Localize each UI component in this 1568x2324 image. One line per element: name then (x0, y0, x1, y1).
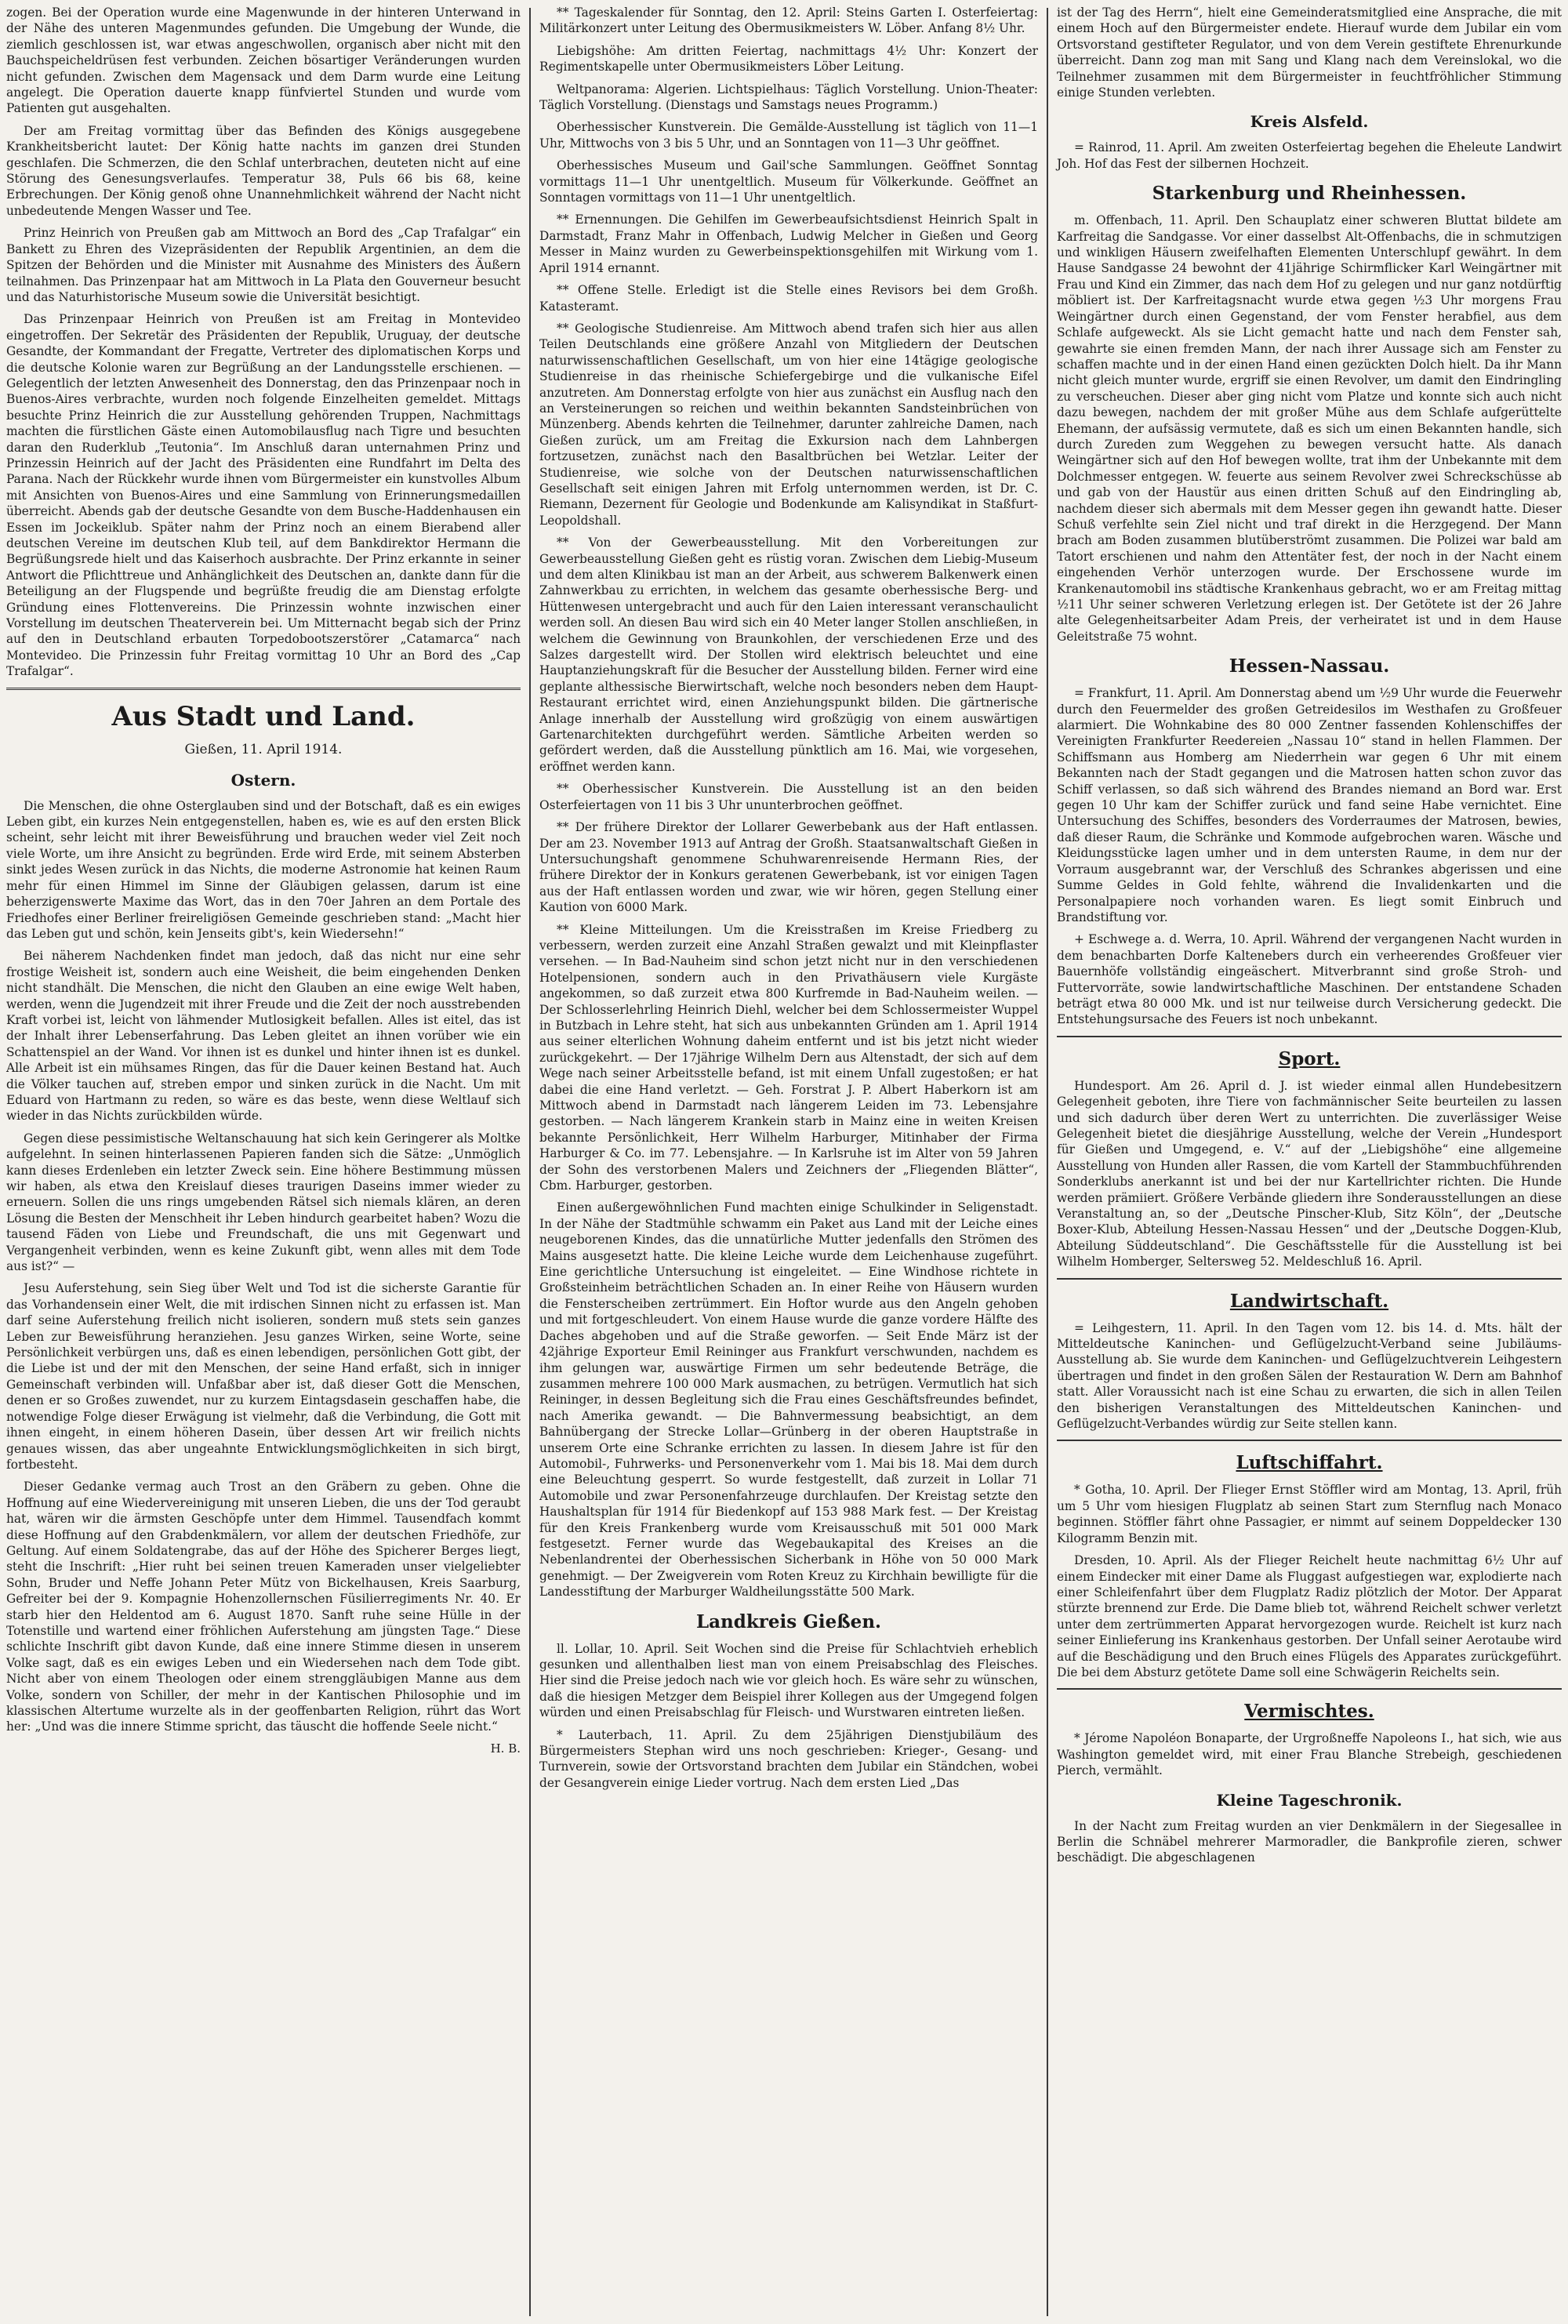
article-paragraph: ** Offene Stelle. Erledigt ist die Stelle eines Revisors bei dem Großh. Katasteramt. (539, 283, 1038, 314)
article-paragraph: = Leihgestern, 11. April. In den Tagen vom 12. bis 14. d. Mts. hält der Mitteldeutsche Kaninchen- und Geflügelzucht-Verband seine Jubiläums-Ausstellung ab. Sie wurde dem Kaninchen- und Geflügelzuchtverein Leihgestern übertragen und findet in den großen Sälen der Restauration W. Dern am Bahnhof statt. Aller Voraussicht nach ist eine Schau zu erwarten, die sich in allen Teilen den bisherigen Veranstaltungen des Mitteldeutschen Kaninchen- und Geflügelzucht-Verbandes würdig zur Seite stellen kann. (1057, 1320, 1562, 1432)
column-middle (533, 0, 1044, 2324)
article-paragraph: Der am Freitag vormittag über das Befinden des Königs ausgegebene Krankheitsbericht lautet: Der König hatte nachts im ganzen drei Stunden geschlafen. Die Schmerzen, die den Schlaf unterbrachen, deuteten nicht auf eine Störung des Genesungsverlaufes. Temperatur 38, Puls 66 bis 68, keine Erbrechungen. Der König genoß ohne Unannehmlichkeit während der Nacht nicht unbedeutende Mengen Wasser und Tee. (6, 123, 521, 218)
article-heading: Kleine Tageschronik. (1216, 1790, 1403, 1810)
article-paragraph: ll. Lollar, 10. April. Seit Wochen sind die Preise für Schlachtvieh erheblich gesunken und allenthalben liest man von einem Preisabschlag des Fleisches. Hier sind die Preise jedoch nach wie vor gleich hoch. Es wäre sehr zu wünschen, daß die hiesigen Metzger dem Beispiel ihrer Kollegen aus der Umgegend folgen würden und einen Preisabschlag für Fleisch- und Wurstwaren eintreten ließen. (539, 1641, 1038, 1720)
article-paragraph: Liebigshöhe: Am dritten Feiertag, nachmittags 4½ Uhr: Konzert der Regimentskapelle unter Obermusikmeisters Löber Leitung. (539, 43, 1038, 74)
article-paragraph: = Frankfurt, 11. April. Am Donnerstag abend um ½9 Uhr wurde die Feuerwehr durch den Feuermelder des großen Getreidesilos im Westhafen zu Großfeuer alarmiert. Die Wohnkabine des 80 000 Zentner fassenden Kohlenschiffes der Vereinigten Frankfurter Reedereien „Nassau 10“ stand in hellen Flammen. Der Schiffsmann aus Homberg am Niederrhein war gegen 6 Uhr mit einem Bekannten nach der Stadt gegangen und die Matrosen hatten schon zuvor das Schiff verlassen, so daß sich während des Brandes niemand an Bord war. Erst gegen 10 Uhr kam der Schiffer zurück und fand seine Habe vernichtet. Eine Untersuchung des Schiffes, besonders des Vorderraumes der Matrosen, bewies, daß dieser Raum, die Schränke und Kommode aufgebrochen waren. Wäsche und Kleidungsstücke lagen umher und in dem untersten Raume, in dem nur der Vorraum ausgebrannt war, der Verschluß des Schrankes abgerissen und eine Summe Geldes in Gold fehlte, während die Invalidenkarten und die Personalpapiere noch vorhanden waren. Es liegt somit Einbruch und Brandstiftung vor. (1057, 686, 1562, 924)
article-paragraph: Bei näherem Nachdenken findet man jedoch, daß das nicht nur eine sehr frostige Weisheit ist, sondern auch eine Weisheit, die beim eingehenden Denken nicht standhält. Die Menschen, die nicht den Glauben an eine ewige Welt haben, werden, wenn die Jugendzeit mit ihrer Freude und die Zeit der noch ausstrebenden Kraft vorbei ist, leicht von lähmender Mutlosigkeit befallen. Alles ist eitel, das ist der Inhalt ihrer Lebenserfahrung. Das Leben gleitet an ihnen vorüber wie ein Schattenspiel an der Wand. Vor ihnen ist es dunkel und hinter ihnen ist es dunkel. Alle Arbeit ist ein mühsames Ringen, das für die Dauer keinen Bestand hat. Auch die Völker tauchen auf, streben empor und sinken zurück in die Nacht. Um mit Eduard von Hartmann zu reden, so wäre es das beste, wenn diese Weltlauf sich wieder in das Nichts zurückbilden würde. (6, 949, 521, 1124)
section-divider (1057, 1036, 1562, 1037)
article-paragraph: ** Oberhessischer Kunstverein. Die Ausstellung ist an den beiden Osterfeiertagen von 11 bis 3 Uhr ununterbrochen geöffnet. (539, 782, 1038, 812)
article-paragraph: Weltpanorama: Algerien. Lichtspielhaus: Täglich Vorstellung. Union-Theater: Täglich Vorstellung. (Dienstags und Samstags neues Programm.) (539, 82, 1038, 113)
article-paragraph: Jesu Auferstehung, sein Sieg über Welt und Tod ist die sicherste Garantie für das Vorhandensein einer Welt, die mit irdischen Sinnen nicht zu erfassen ist. Man darf seine Auferstehung freilich nicht isolieren, sondern muß stets sein ganzes Leben zur Beweisführung heranziehen. Jesu ganzes Wirken, seine Worte, seine Persönlichkeit verbürgen uns, daß es einen lebendigen, persönlichen Gott gibt, der die Liebe ist und der mit den Menschen, der seine Hand erfaßt, sich in inniger Gemeinschaft verbinden will. Unfaßbar aber ist, daß dieser Gott die Menschen, denen er so Großes zuwendet, nur zu kurzem Eintagsdasein geschaffen habe, die notwendige Folge dieser Erwägung ist vielmehr, daß die Verbindung, die Gott mit ihnen eingeht, in einem höheren Dasein, über dessen Art wir freilich nichts genaues wissen, das aber ungeahnte Entwicklungsmöglichkeiten in sich birgt, fortbesteht. (6, 1281, 521, 1472)
section-divider (1057, 1688, 1562, 1690)
section-heading: Starkenburg und Rheinhessen. (1152, 183, 1467, 205)
article-paragraph: Die Menschen, die ohne Osterglauben sind und der Botschaft, daß es ein ewiges Leben gibt, ein kurzes Nein entgegenstellen, haben es, wie es auf den ersten Blick scheint, sehr leicht mit ihrer Beweisführung und brauchen weder viel Zeit noch viele Worte, um ihre Ansicht zu begründen. Erde wird Erde, mit seinem Absterben sinkt jedes Wesen zurück in das Nichts, die moderne Astronomie hat keinen Raum mehr für einen Himmel im Sinne der Gläubigen gelassen, darum ist eine beherzigenswerte Maxime das Wort, das in den 70er Jahren an dem Portale des Friedhofes einer Berliner freireligiösen Gemeinde geschrieben stand: „Macht hier das Leben gut und schön, kein Jenseits gibt's, kein Wiedersehn!“ (6, 798, 521, 941)
section-heading: Aus Stadt und Land. (111, 700, 416, 732)
article-paragraph: * Lauterbach, 11. April. Zu dem 25jährigen Dienstjubiläum des Bürgermeisters Stephan wird uns noch geschrieben: Krieger-, Gesang- und Turnverein, sowie der Ortsvorstand brachten dem Jubilar ein Ständchen, wobei der Gesangverein einige Lieder vortrug. Nach dem ersten Lied „Das (539, 1727, 1038, 1790)
article-paragraph: Das Prinzenpaar Heinrich von Preußen ist am Freitag in Montevideo eingetroffen. Der Sekretär des Präsidenten der Republik, Uruguay, der deutsche Gesandte, der Kommandant der Fregatte, Vertreter des diplomatischen Korps und die deutsche Kolonie waren zur Begrüßung an der Landungsstelle erschienen. — Gelegentlich der letzten Anwesenheit des Donnerstag, den das Prinzenpaar noch in Buenos-Aires verbrachte, wurden noch folgende Einzelheiten gemeldet. Mittags besuchte Prinz Heinrich die zur Ausstellung gehörenden Truppen, Nachmittags machten die fürstlichen Gäste einen Automobilausflug nach Tigre und besuchten daran den Ruderklub „Teutonia“. Im Anschluß daran unternahmen Prinz und Prinzessin Heinrich auf der Jacht des Präsidenten eine Rundfahrt im Delta des Parana. Nach der Rückkehr wurde ihnen vom Bürgermeister ein kunstvolles Album mit Ansichten von Buenos-Aires und eine Sammlung von Erinnerungsmedaillen überreicht. Abends gab der deutsche Gesandte von dem Busche-Haddenhausen ein Essen im Jockeiklub. Später nahm der Prinz noch an einem Bierabend aller deutschen Vereine im deutschen Klub teil, auf dem Bankdirektor Hermann die Begrüßungsrede hielt und das Kaiserhoch ausbrachte. Der Prinz erkannte in seiner Antwort die Pflichttreue und Anhänglichkeit des Deutschen an, dankte dann für die Beteiligung an der Flugspende und begrüßte freudig die am Dienstag erfolgte Gründung eines Flottenvereins. Die Prinzessin wohnte inzwischen einer Vorstellung im deutschen Theaterverein bei. Um Mitternacht begab sich der Prinz auf den in Deutschland erbauten Torpedobootszerstörer „Catamarca“ nach Montevideo. Die Prinzessin fuhr Freitag vormittag 10 Uhr an Bord des „Cap Trafalgar“. (6, 312, 521, 679)
article-paragraph: * Jérome Napoléon Bonaparte, der Urgroßneffe Napoleons I., hat sich, wie aus Washington gemeldet wird, mit einer Frau Blanche Strebeigh, geschiedenen Pierch, vermählt. (1057, 1731, 1562, 1778)
column-rule (529, 8, 531, 2316)
section-divider (6, 688, 521, 690)
article-paragraph: In der Nacht zum Freitag wurden an vier Denkmälern in der Siegesallee in Berlin die Schnäbel mehrerer Marmoradler, die Bankprofile zieren, schwer beschädigt. Die abgeschlagenen (1057, 1818, 1562, 1865)
article-paragraph: zogen. Bei der Operation wurde eine Magenwunde in der hinteren Unterwand in der Nähe des unteren Magenmundes gefunden. Die Umgebung der Wunde, die ziemlich geschlossen ist, war etwas angeschwollen, organisch aber nicht mit den Bauchspeicheldrüsen fest verbunden. Zeichen bösartiger Veränderungen wurden nicht gefunden. Zwischen dem Magensack und dem Darm wurde eine Leitung angelegt. Die Operation dauerte knapp fünfviertel Stunden und wurde vom Patienten gut ausgehalten. (6, 5, 521, 116)
column-right (1051, 0, 1568, 2324)
section-heading: Kreis Alsfeld. (1250, 112, 1369, 132)
section-divider (1057, 1278, 1562, 1280)
section-heading: Sport. (1278, 1048, 1341, 1069)
column-left (0, 0, 527, 2324)
section-heading: Hessen-Nassau. (1229, 655, 1390, 677)
article-paragraph: = Rainrod, 11. April. Am zweiten Osterfeiertag begehen die Eheleute Landwirt Joh. Hof das Fest der silbernen Hochzeit. (1057, 140, 1562, 171)
section-heading: Vermischtes. (1244, 1701, 1374, 1723)
section-heading: Luftschiffahrt. (1236, 1452, 1383, 1474)
column-rule (1047, 8, 1048, 2316)
article-paragraph: Hundesport. Am 26. April d. J. ist wieder einmal allen Hundebesitzern Gelegenheit geboten, ihre Tiere von fachmännischer Seite beurteilen zu lassen und sich dadurch über deren Wert zu unterrichten. Die zuverlässiger Weise Gelegenheit bietet die diesjährige Ausstellung, welche der Verein „Hundesport für Gießen und Umgegend, e. V.“ auf der „Liebigshöhe“ eine allgemeine Ausstellung von Hunden aller Rassen, die vom Kartell der Stammbuchführenden Sonderklubs anerkannt ist und bei der nur Kartellrichter richten. Die Hunde werden prämiiert. Größere Verbände gliedern ihre Sonderausstellungen an diese Veranstaltung an, so der „Deutsche Pinscher-Klub, Sitz Köln“, der „Deutsche Boxer-Klub, Abteilung Hessen-Nassau Hessen“ und der „Deutsche Doggen-Klub, Abteilung Süddeutschland“. Die Geschäftsstelle für die Ausstellung ist bei Wilhelm Homberger, Seltersweg 52. Meldeschluß 16. April. (1057, 1078, 1562, 1269)
article-paragraph: ** Kleine Mitteilungen. Um die Kreisstraßen im Kreise Friedberg zu verbessern, werden zurzeit eine Anzahl Straßen gewalzt und mit Kleinpflaster versehen. — In Bad-Nauheim sind schon jetzt nicht nur in den verschiedenen Hotelpensionen, sondern auch in den Privathäusern viele Kurgäste angekommen, so daß zurzeit etwa 800 Kurfremde in Bad-Nauheim weilen. — Der Schlosserlehrling Heinrich Diehl, welcher bei dem Schlossermeister Wuppel in Butzbach in Lehre steht, hat sich aus unbekannten Gründen am 1. April 1914 aus seiner elterlichen Wohnung daheim entfernt und ist bis jetzt nicht wieder zurückgekehrt. — Der 17jährige Wilhelm Dern aus Altenstadt, der sich auf dem Wege nach seiner Arbeitsstelle befand, ist mit einem Unfall zugestoßen; er hat dabei die eine Hand verletzt. — Geh. Forstrat J. P. Albert Haberkorn ist am Mittwoch abend in Darmstadt nach längerem Leiden im 73. Lebensjahre gestorben. — Nach längerem Krankein starb in Mainz eine in weiten Kreisen bekannte Persönlichkeit, Herr Wilhelm Harburger, Mitinhaber der Firma Harburger & Co. im 77. Lebensjahre. — In Karlsruhe ist im Alter von 59 Jahren der Sohn des verstorbenen Malers und Zeichners der „Fliegenden Blätter“, Cbm. Harburger, gestorben. (539, 922, 1038, 1193)
article-paragraph: ** Tageskalender für Sonntag, den 12. April: Steins Garten I. Osterfeiertag: Militärkonzert unter Leitung des Obermusikmeisters W. Löber. Anfang 8½ Uhr. (539, 5, 1038, 36)
article-paragraph: ist der Tag des Herrn“, hielt eine Gemeinderatsmitglied eine Ansprache, die mit einem Hoch auf den Bürgermeister endete. Hierauf wurde dem Jubilar ein vom Ortsvorstand gestifteter Regulator, und von dem Verein gestiftete Ehrenurkunde überreicht. Dann zog man mit Sang und Klang nach dem Vereinslokal, wo die Teilnehmer zusammen mit dem Bürgermeister in feuchtfröhlicher Stimmung einige Stunden verlebten. (1057, 5, 1562, 100)
article-paragraph: Dieser Gedanke vermag auch Trost an den Gräbern zu geben. Ohne die Hoffnung auf eine Wiedervereinigung mit unseren Lieben, die uns der Tod geraubt hat, wären wir die ärmsten Geschöpfe unter dem Himmel. Tausendfach kommt diese Hoffnung auf den Grabdenkmälern, vor allem der deutschen Friedhöfe, zur Geltung. Auf einem Soldatengrabe, das auf der Höhe des Spicherer Berges liegt, steht die Inschrift: „Hier ruht bei seinen treuen Kameraden unser vielgeliebter Sohn, Bruder und Neffe Johann Peter Mütz von Bickelhausen, Kreis Saarburg, Gefreiter bei der 9. Kompagnie Hohenzollernschen Füsilierregiments Nr. 40. Er starb hier den Heldentod am 6. August 1870. Sanft ruhe seine Hülle in der Totenstille und wartend einer fröhlichen Auferstehung am jüngsten Tage.“ Diese schlichte Inschrift gibt davon Kunde, daß eine innere Stimme diesen in unserem Volke sagt, daß es ein ewiges Leben und ein Wiedersehen nach dem Tode gibt. Nicht aber von einem Theologen oder einem strenggläubigen Manne aus dem Volke, sondern von Schiller, der mehr in der Kantischen Philosophie und im klassischen Altertume wurzelte als in der geoffenbarten Religion, rührt das Wort her: „Und was die innere Stimme spricht, das täuscht die hoffende Seele nicht.“ (6, 1480, 521, 1734)
article-paragraph: ** Geologische Studienreise. Am Mittwoch abend trafen sich hier aus allen Teilen Deutschlands eine größere Anzahl von Mitgliedern der Deutschen naturwissenschaftlichen Gesellschaft, um von hier eine 14tägige geologische Studienreise in das rheinische Schiefergebirge und die vulkanische Eifel anzutreten. Am Donnerstag erfolgte von hier aus zunächst ein Ausflug nach den an Versteinerungen so reichen und weithin bekannten Sandsteinbrüchen von Münzenberg. Abends kehrten die Teilnehmer, darunter zahlreiche Damen, nach Gießen zurück, um am Freitag die Exkursion nach dem Lahnbergen fortzusetzen, zunächst nach den Basaltbrüchen bei Wetzlar. Leiter der Studienreise, wie solche von der Deutschen naturwissenschaftlichen Gesellschaft seit einigen Jahren mit Erfolg unternommen werden, ist Dr. C. Riemann, Dezernent für Geologie und Bodenkunde am Kalisyndikat in Staßfurt-Leopoldshall. (539, 321, 1038, 528)
article-paragraph: Dresden, 10. April. Als der Flieger Reichelt heute nachmittag 6½ Uhr auf einem Eindecker mit einer Dame als Fluggast aufgestiegen war, explodierte nach einer Schleifenfahrt über dem Flugplatz Radiz plötzlich der Motor. Der Apparat stürzte brennend zur Erde. Die Dame blieb tot, während Reichelt schwer verletzt unter dem zertrümmerten Apparat hervorgezogen wurde. Reichelt ist kurz nach seiner Einlieferung ins Krankenhaus gestorben. Der Unfall seiner Aerotaube wird auf die Beschädigung und den Bruch eines Flügels des Apparates zurückgeführt. Die bei dem Absturz getötete Dame soll eine Schwägerin Reichelts sein. (1057, 1553, 1562, 1679)
article-paragraph: + Eschwege a. d. Werra, 10. April. Während der vergangenen Nacht wurden in dem benachbarten Dorfe Kaltenebers durch ein verheerendes Großfeuer vier Bauernhöfe vollständig eingeäschert. Mitverbrannt sind große Stroh- und Futtervorräte, sowie landwirtschaftliche Maschinen. Der entstandene Schaden beträgt etwa 80 000 Mk. und ist nur teilweise durch Versicherung gedeckt. Die Entstehungsursache des Feuers ist noch unbekannt. (1057, 932, 1562, 1027)
section-divider (1057, 1440, 1562, 1441)
article-paragraph: Prinz Heinrich von Preußen gab am Mittwoch an Bord des „Cap Trafalgar“ ein Bankett zu Ehren des Vizepräsidenten der Republik Argentinien, an dem die Spitzen der Behörden und die Minister mit Ausnahme des Ministers des Äußern teilnahmen. Das Prinzenpaar hat am Mittwoch in La Plata den Gouverneur besucht und das Naturhistorische Museum sowie die Universität besichtigt. (6, 226, 521, 304)
article-paragraph: ** Von der Gewerbeausstellung. Mit den Vorbereitungen zur Gewerbeausstellung Gießen geht es rüstig voran. Zwischen dem Liebig-Museum und dem alten Klinikbau ist man an der Arbeit, aus schwerem Balkenwerk einen Zahnwerkbau zu errichten, in welchem das gesamte oberhessische Berg- und Hüttenwesen untergebracht und auch für den Laien interessant veranschaulicht werden soll. An diesen Bau wird sich ein 40 Meter langer Stollen anschließen, in welchem die Gewinnung von Braunkohlen, der verschiedenen Erze und des Salzes dargestellt wird. Der Stollen wird elektrisch beleuchtet und eine Hauptanziehungskraft für die Besucher der Ausstellung bilden. Ferner wird eine geplante althessische Bierwirtschaft, welche noch besonders neben dem Haupt-Restaurant errichtet wird, einen Anziehungspunkt bilden. Die gärtnerische Anlage innerhalb der Ausstellung wird großzügig von einem auswärtigen Gartenarchitekten durchgeführt werden. Sämtliche Arbeiten werden so gefördert werden, daß die Ausstellung pünktlich am 16. Mai, wie vorgesehen, eröffnet werden kann. (539, 536, 1038, 774)
section-heading: Landkreis Gießen. (695, 1610, 882, 1632)
article-paragraph: ** Ernennungen. Die Gehilfen im Gewerbeaufsichtsdienst Heinrich Spalt in Darmstadt, Franz Mahr in Offenbach, Ludwig Melcher in Gießen und Georg Messer in Mainz wurden zu Gewerbeinspektionsgehilfen mit Wirkung vom 1. April 1914 ernannt. (539, 212, 1038, 275)
article-paragraph: Einen außergewöhnlichen Fund machten einige Schulkinder in Seligenstadt. In der Nähe der Stadtmühle schwamm ein Paket aus Land mit der Leiche eines neugeborenen Kindes, das die unnatürliche Mutter jedenfalls den Strömen des Mains ausgesetzt hatte. Die kleine Leiche wurde dem Leichenhause zugeführt. Eine gerichtliche Untersuchung ist eingeleitet. — Eine Windhose richtete in Großsteinheim beträchtlichen Schaden an. In einer Reihe von Häusern wurden die Fensterscheiben zertrümmert. Ein Hoftor wurde aus den Angeln gehoben und mit fortgeschleudert. Von einem Hause wurde die ganze vordere Hälfte des Daches abgehoben und auf die Straße geworfen. — Seit Ende März ist der 42jährige Exporteur Emil Reininger aus Frankfurt verschwunden, nachdem es ihm gelungen war, auswärtige Firmen um sehr bedeutende Beträge, die zusammen mehrere 100 000 Mark ausmachen, zu betrügen. Vermutlich hat sich Reininger, in dessen Begleitung sich die Frau eines Geschäftsfreundes befindet, nach Amerika gewandt. — Die Bahnvermessung beabsichtigt, an dem Bahnübergang der Strecke Lollar—Grünberg in der oberen Hauptstraße in unserem Orte eine Schranke errichten zu lassen. In diesem Jahre ist für den Automobil-, Fuhrwerks- und Personenverkehr vom 1. Mai bis 18. Mai dem durch eine Beleuchtung gesperrt. So wurde festgestellt, daß zurzeit in Lollar 71 Automobile und zwar Personenfahrzeuge durchlaufen. Der Kreistag setzte den Haushaltsplan für 1914 für Biedenkopf auf 153 988 Mark fest. — Der Kreistag für den Kreis Frankenberg wurde vom Kreisausschuß mit 501 000 Mark festgesetzt. Ferner wurde das Wegebaukapital des Kreises an die Nebenlandrentei der Oberhessischen Sicherbank in Höhe von 50 000 Mark genehmigt. — Der Zweigverein vom Roten Kreuz zu Kirchhain bewilligte für die Landesstiftung der Marburger Waldheilungsstätte 500 Mark. (539, 1200, 1038, 1600)
section-heading: Landwirtschaft. (1229, 1290, 1389, 1312)
article-paragraph: Oberhessischer Kunstverein. Die Gemälde-Ausstellung ist täglich von 11—1 Uhr, Mittwochs von 3 bis 5 Uhr, und an Sonntagen von 11—3 Uhr geöffnet. (539, 120, 1038, 151)
article-paragraph: Gegen diese pessimistische Weltanschauung hat sich kein Geringerer als Moltke aufgelehnt. In seinen hinterlassenen Papieren fanden sich die Sätze: „Unmöglich kann dieses Erdenleben ein letzter Zweck sein. Eine höhere Bestimmung müssen wir haben, als etwa den Kreislauf dieses traurigen Daseins immer wieder zu erneuern. Sollen die uns rings umgebenden Rätsel sich niemals klären, an deren Lösung die Besten der Menschheit ihr Leben hindurch gearbeitet haben? Wozu die tausend Fäden von Liebe und Freundschaft, die uns mit Gegenwart und Vergangenheit verbinden, wenn es keine Zukunft gibt, wenn alles mit dem Tode aus ist?“ — (6, 1131, 521, 1274)
article-paragraph: * Gotha, 10. April. Der Flieger Ernst Stöffler wird am Montag, 13. April, früh um 5 Uhr vom hiesigen Flugplatz ab seinen Start zum Sternflug nach Monaco beginnen. Stöffler fährt ohne Passagier, er nimmt auf seinem Doppeldecker 130 Kilogramm Benzin mit. (1057, 1483, 1562, 1545)
article-signature: H. B. (490, 1741, 521, 1756)
article-paragraph: m. Offenbach, 11. April. Den Schauplatz einer schweren Bluttat bildete am Karfreitag die Sandgasse. Vor einer dasselbst Alt-Offenbachs, die in schmutzigen und winkligen Häusern zweifelhaften Elementen Unterschlupf gewährt. In dem Hause Sandgasse 24 bewohnt der 41jährige Schirmflicker Karl Weingärtner mit Frau und Kind ein Zimmer, das nach dem Hof zu gelegen und nur ganz notdürftig möbliert ist. Der Karfreitagsnacht wurde etwa gegen ½3 Uhr morgens Frau Weingärtner durch einen Gegenstand, der vom Fenster herabfiel, aus dem Schlafe aufgeweckt. Als sie Licht gemacht hatte und nach dem Fenster sah, gewahrte sie einen fremden Mann, der nach ihrer Aussage sich am Fenster zu schaffen machte und in der einen Hand einen gezückten Dolch hielt. Da ihr Mann nicht gleich munter wurde, ergriff sie einen Revolver, um damit den Eindringling zu verscheuchen. Dieser aber ging nicht vom Platze und konnte sich auch nicht dazu bewegen, nachdem der mit großer Mühe aus dem Schlafe aufgerüttelte Ehemann, der aufsässig vermutete, daß es sich um einen Bekannten handle, sich durch Zureden zum Weggehen zu bewegen versucht hatte. Als danach Weingärtner sich auf den Hof bewegen wollte, trat ihm der Unbekannte mit dem Dolchmesser entgegen. W. feuerte aus seinem Revolver zwei Schreckschüsse ab und gab von der Haustür aus einen dritten Schuß auf den Eindringling ab, nachdem dieser sich abermals mit dem Messer gegen ihn gewandt hatte. Dieser Schuß verfehlte sein Ziel nicht und traf direkt in die Herzgegend. Der Mann brach am Boden zusammen blutüberströmt zusammen. Die Polizei war bald am Tatort erschienen und nahm den Attentäter fest, der noch in der Nacht einem eingehenden Verhör unterzogen wurde. Der Erschossene wurde im Krankenautomobil ins städtische Krankenhaus gebracht, wo er am Freitag mittag ½11 Uhr seiner schweren Verletzung erlegen ist. Der Getötete ist der 26 Jahre alte Gelegenheitsarbeiter Adam Preis, der verheiratet ist und in dem Hause Geleitstraße 75 wohnt. (1057, 213, 1562, 644)
article-paragraph: ** Der frühere Direktor der Lollarer Gewerbebank aus der Haft entlassen. Der am 23. November 1913 auf Antrag der Großh. Staatsanwaltschaft Gießen in Untersuchungshaft genommene Schuhwarenreisende Hermann Ries, der frühere Direktor der in Konkurs geratenen Gewerbebank, ist vor einigen Tagen aus der Haft entlassen worden und zwar, wie wir hören, gegen Stellung einer Kaution von 6000 Mark. (539, 820, 1038, 915)
article-paragraph: Oberhessisches Museum und Gail'sche Sammlungen. Geöffnet Sonntag vormittags 11—1 Uhr unentgeltlich. Museum für Völkerkunde. Geöffnet an Sonntagen vormittags von 11—1 Uhr unentgeltlich. (539, 158, 1038, 205)
article-heading: Ostern. (230, 770, 296, 790)
dateline: Gießen, 11. April 1914. (184, 741, 343, 757)
